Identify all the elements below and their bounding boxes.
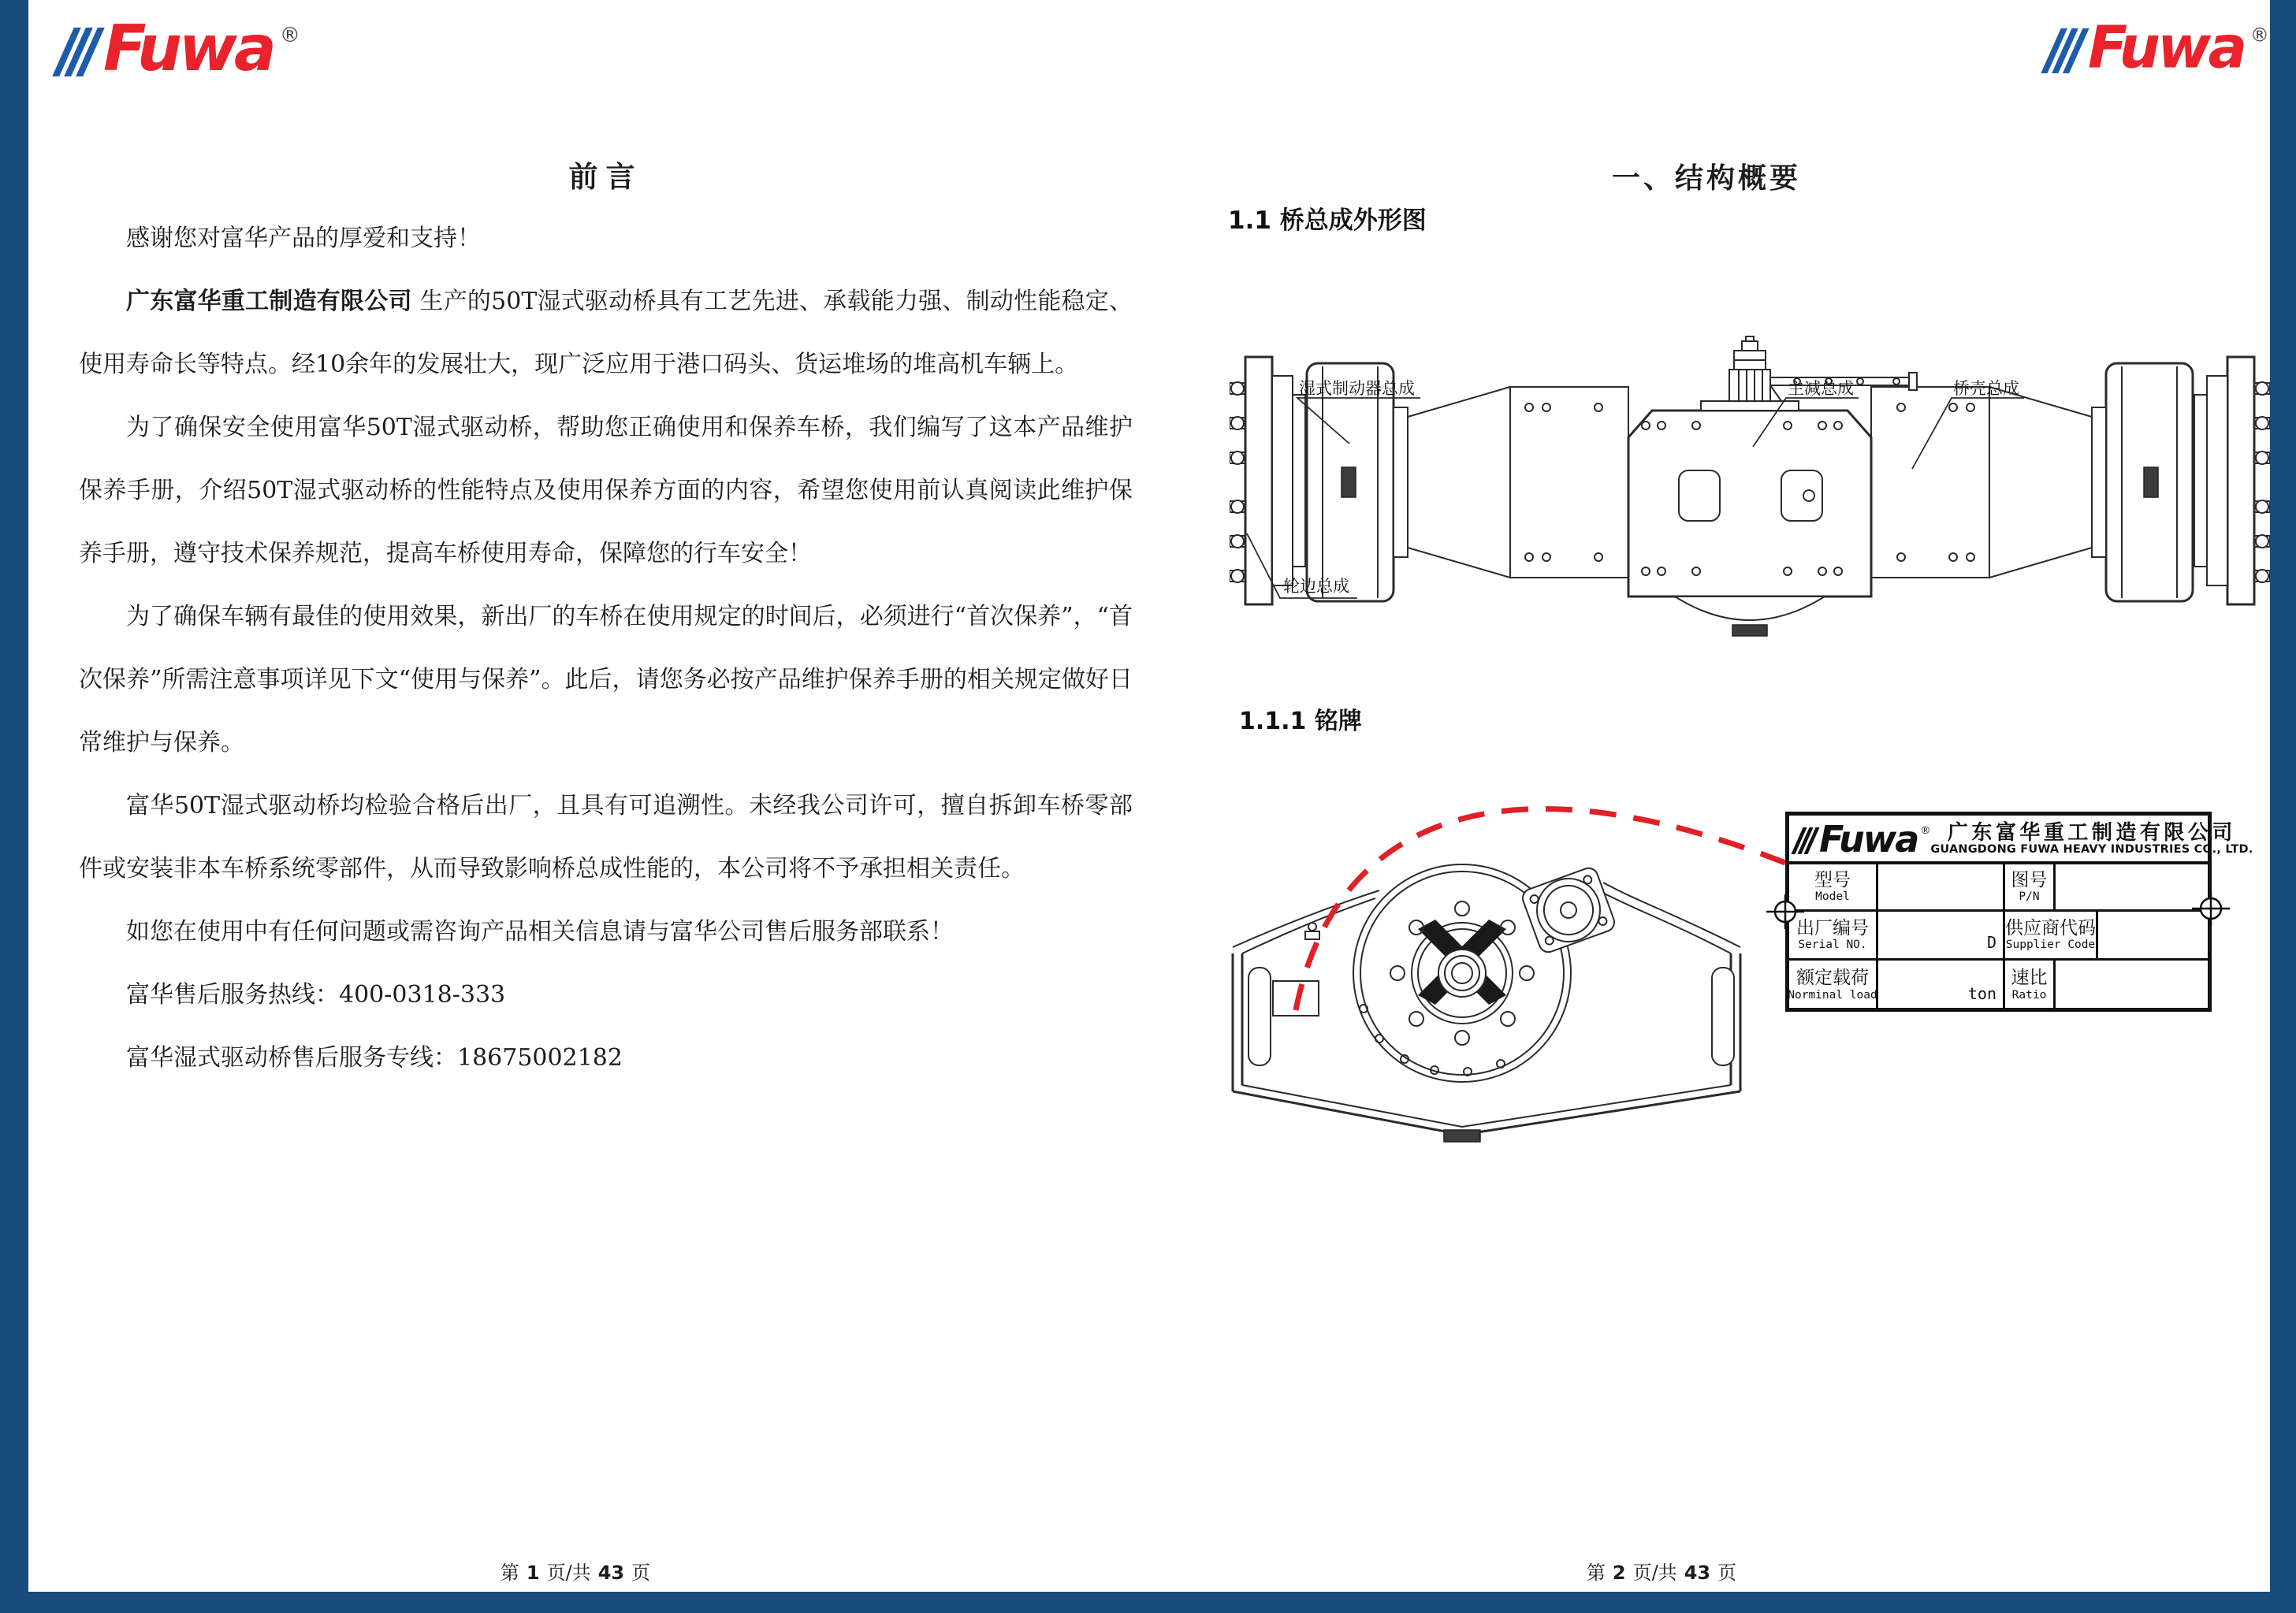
page-border-right bbox=[2270, 0, 2296, 1613]
nameplate-table bbox=[1785, 812, 2253, 1012]
page-title-preface: 前言 bbox=[568, 159, 643, 194]
service-hotline: 富华售后服务热线：400-0318-333 bbox=[126, 981, 506, 1009]
chapter-title-structure-overview: 一、结构概要 bbox=[1611, 162, 1801, 195]
paragraph: 为了确保车辆有最佳的使用效果，新出厂的车桥在使用规定的时间后，必须进行“首次保养”，“首次保养”所需注意事项详见下文“使用与保养”。此后，请您务必按产品维护保养手册的相关规定做好日常维护与保养。 bbox=[79, 603, 1133, 756]
nameplate-row-serial: 出厂编号 Serial NO. D 供应商代码 Supplier Code bbox=[1789, 912, 2208, 961]
model-value-cell bbox=[1878, 864, 2005, 909]
page-number-right: 第 2 页/共 43 页 bbox=[1586, 1562, 1737, 1584]
paragraph: 广东富华重工制造有限公司 生产的50T湿式驱动桥具有工艺先进、承载能力强、制动性能稳定、使用寿命长等特点。经10余年的发展壮大，现广泛应用于港口码头、货运堆场的堆高机车辆上。 bbox=[79, 288, 1133, 378]
nameplate-header bbox=[1789, 816, 2253, 864]
nameplate-row-load: 额定载荷 Norminal load ton 速比 Ratio bbox=[1789, 961, 2208, 1009]
company-name-en: GUANGDONG FUWA HEAVY INDUSTRIES CO., LTD. bbox=[1930, 843, 2253, 857]
page-number-left: 第 1 页/共 43 页 bbox=[500, 1562, 651, 1584]
label-wheel-end-assembly: 轮边总成 bbox=[1283, 577, 1349, 596]
service-line: 富华湿式驱动桥售后服务专线：18675002182 bbox=[126, 1044, 623, 1072]
fuwa-logo-stripes-icon bbox=[52, 28, 105, 76]
paragraph: 富华50T湿式驱动桥均检验合格后出厂，且具有可追溯性。未经我公司许可，擅自拆卸车桥零部件或安装非本车桥系统零部件，从而导致影响桥总成性能的，本公司将不予承担相关责任。 bbox=[79, 792, 1133, 883]
fuwa-logo-left bbox=[63, 12, 300, 85]
paragraph: 感谢您对富华产品的厚爱和支持！ bbox=[126, 225, 481, 252]
pn-value-cell bbox=[2056, 864, 2208, 909]
serial-value-cell: D bbox=[1878, 912, 2005, 958]
fuwa-logo-text: Fuwa bbox=[103, 12, 274, 85]
label-main-reducer-assembly: 主减总成 bbox=[1788, 379, 1854, 398]
ratio-value-cell bbox=[2056, 961, 2208, 1009]
fuwa-logo-stripes-icon bbox=[1791, 827, 1819, 854]
fuwa-logo-stripes-icon bbox=[2041, 28, 2089, 73]
section-heading-1-1-1: 1.1.1 铭牌 bbox=[1239, 708, 1362, 735]
preface-body bbox=[79, 207, 1133, 1090]
supplier-value-cell bbox=[2098, 912, 2208, 958]
nameplate-row-model: 型号 Model 图号 P/N bbox=[1789, 864, 2208, 912]
fuwa-logo-right bbox=[2051, 13, 2269, 82]
wheel-hub bbox=[1390, 901, 1534, 1045]
label-wet-brake-assembly: 湿式制动器总成 bbox=[1299, 379, 1415, 398]
load-value-cell: ton bbox=[1878, 961, 2005, 1009]
differential-bowl bbox=[1675, 597, 1825, 620]
drain-plug bbox=[1732, 625, 1767, 636]
axle-front-view-nameplate-drawing bbox=[1230, 733, 1817, 1182]
paragraph: 为了确保安全使用富华50T湿式驱动桥，帮助您正确使用和保养车桥，我们编写了这本产品维护保养手册，介绍50T湿式驱动桥的性能特点及使用保养方面的内容，希望您使用前认真阅读此维护保养手册，遵守技术保养规范，提高车桥使用寿命，保障您的行车安全！ bbox=[79, 414, 1133, 567]
registered-mark-icon: ® bbox=[279, 24, 300, 47]
paragraph: 如您在使用中有任何问题或需咨询产品相关信息请与富华公司售后服务部联系！ bbox=[126, 918, 954, 946]
page-border-bottom bbox=[0, 1592, 2296, 1613]
section-heading-1-1: 1.1 桥总成外形图 bbox=[1228, 206, 1427, 235]
fuwa-logo-nameplate: Fuwa ® bbox=[1797, 821, 1930, 857]
page-border-left bbox=[0, 0, 28, 1613]
fuwa-logo-text: Fuwa bbox=[2087, 13, 2245, 82]
label-axle-housing-assembly: 桥壳总成 bbox=[1953, 379, 2019, 398]
sump-plug bbox=[1444, 1130, 1480, 1142]
registered-mark-icon: ® bbox=[2249, 24, 2269, 46]
company-name-cn: 广东富华重工制造有限公司 bbox=[1947, 820, 2236, 845]
